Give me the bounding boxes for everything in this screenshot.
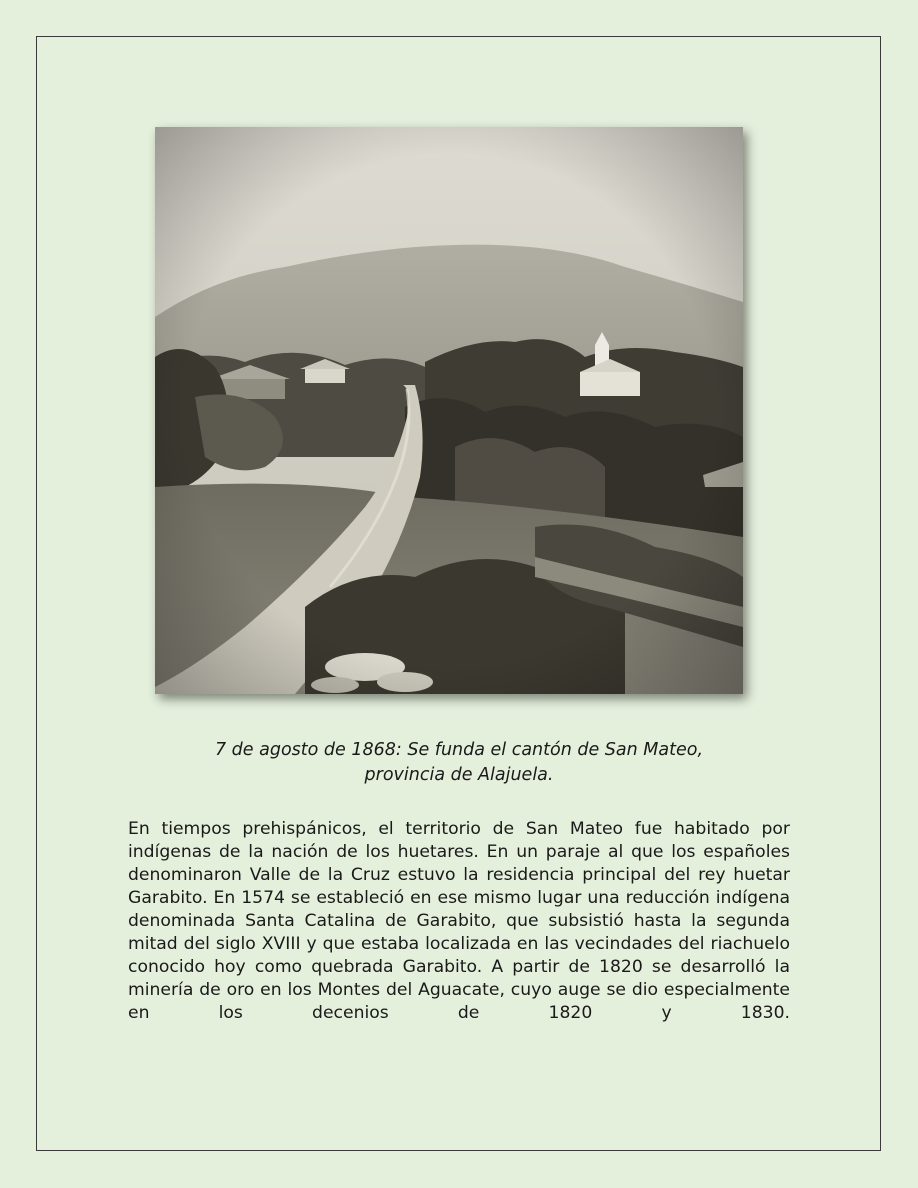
historic-photograph <box>155 127 743 694</box>
body-paragraph: En tiempos prehispánicos, el territorio de San Mateo fue habitado por indígenas de la nación de los huetares. En un paraje al que los españoles denominaron Valle de la Cruz estuvo la residencia principal del rey huetar Garabito. En 1574 se estableció en ese mismo lugar una reducción indígena denominada Santa Catalina de Garabito, que subsistió hasta la segunda mitad del siglo XVIII y que estaba localizada en las vecindades del riachuelo conocido hoy como quebrada Garabito. A partir de 1820 se desarrolló la minería de oro en los Montes del Aguacate, cuyo auge se dio especialmente en los decenios de 1820 y 1830. <box>128 819 790 1023</box>
caption-line-2: provincia de Alajuela. <box>364 765 554 785</box>
caption-line-1: 7 de agosto de 1868: Se funda el cantón de San Mateo, <box>214 740 704 760</box>
photo-caption <box>120 738 798 788</box>
photo-illustration <box>155 127 743 694</box>
